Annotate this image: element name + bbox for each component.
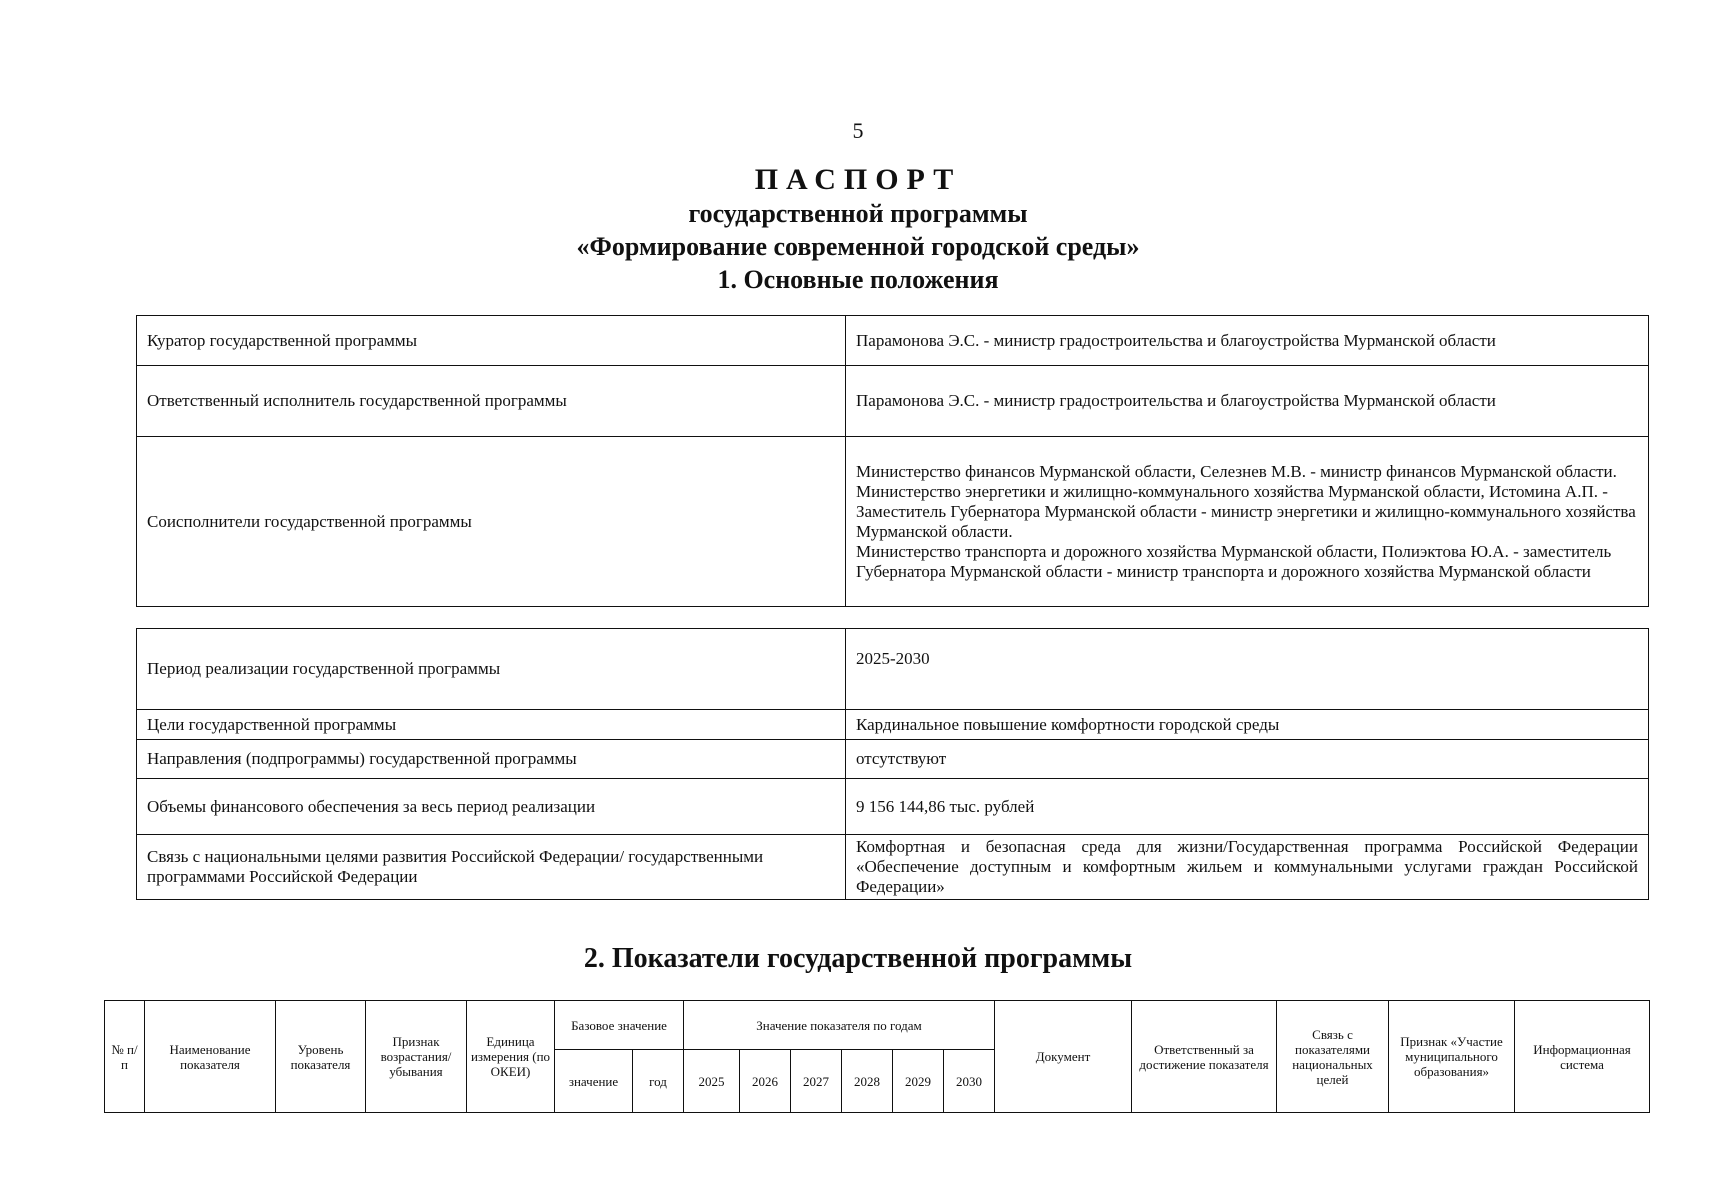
col-municipal: Признак «Участие муниципального образования» [1389,1001,1515,1113]
title-program-type: государственной программы [688,199,1028,228]
col-name: Наименование показателя [145,1001,276,1113]
program-details-table [136,628,1649,900]
col-national-link: Связь с показателями национальных целей [1277,1001,1389,1113]
row-label: Куратор государственной программы [137,316,846,366]
title-passport: ПАСПОРТ [754,163,962,196]
row-value: Парамонова Э.С. - министр градостроительства и благоустройства Мурманской области [846,316,1649,366]
basic-provisions-table [136,315,1649,607]
row-value [846,437,1649,607]
col-year: 2026 [740,1050,791,1113]
col-document: Документ [995,1001,1132,1113]
col-year: 2028 [842,1050,893,1113]
table-row [137,437,1649,607]
col-base-value: значение [555,1050,633,1113]
co-executor-paragraph: Министерство финансов Мурманской области, Селезнев М.В. - министр финансов Мурманской области. [856,461,1617,481]
table-row [137,629,1649,710]
col-base-year: год [633,1050,684,1113]
indicators-table [104,1000,1650,1113]
row-label: Связь с национальными целями развития Российской Федерации/ государственными программами Российской Федерации [137,835,846,900]
row-value: 2025-2030 [846,629,1649,710]
table-row [137,779,1649,835]
document-title [0,163,1716,296]
row-label: Направления (подпрограммы) государственной программы [137,740,846,779]
row-value: Комфортная и безопасная среда для жизни/Государственная программа Российской Федерации «Обеспечение доступным и комфортным жильем и коммунальными услугами граждан Российской Федерации» [846,835,1649,900]
co-executor-paragraph: Министерство транспорта и дорожного хозяйства Мурманской области, Полиэктова Ю.А. - заместитель Губернатора Мурманской области - министр транспорта и дорожного хозяйства Мурманской области [856,541,1612,581]
col-year: 2025 [684,1050,740,1113]
col-sign: Признак возрастания/ убывания [366,1001,467,1113]
row-label: Период реализации государственной программы [137,629,846,710]
row-label: Ответственный исполнитель государственной программы [137,366,846,437]
row-value: Кардинальное повышение комфортности городской среды [846,710,1649,740]
row-label: Цели государственной программы [137,710,846,740]
row-label: Соисполнители государственной программы [137,437,846,607]
row-value: Парамонова Э.С. - министр градостроительства и благоустройства Мурманской области [846,366,1649,437]
section-1-heading: 1. Основные положения [717,265,999,294]
col-number: № п/п [105,1001,145,1113]
col-info-system: Информационная система [1515,1001,1650,1113]
col-year: 2030 [944,1050,995,1113]
table-row [137,835,1649,900]
header-row [105,1001,1650,1050]
col-unit: Единица измерения (по ОКЕИ) [467,1001,555,1113]
row-value: отсутствуют [846,740,1649,779]
col-base-group: Базовое значение [555,1001,684,1050]
col-responsible: Ответственный за достижение показателя [1132,1001,1277,1113]
co-executor-paragraph: Министерство энергетики и жилищно-коммунального хозяйства Мурманской области, Истомина А.П. - Заместитель Губернатора Мурманской области - министр энергетики и жилищно-коммунального хозяйства Мурманской области. [856,481,1636,541]
table-row [137,710,1649,740]
row-value: 9 156 144,86 тыс. рублей [846,779,1649,835]
section-2-heading: 2. Показатели государственной программы [583,943,1133,974]
row-label: Объемы финансового обеспечения за весь период реализации [137,779,846,835]
col-year: 2029 [893,1050,944,1113]
page-number: 5 [852,118,864,143]
col-year: 2027 [791,1050,842,1113]
table-row [137,740,1649,779]
title-program-name: «Формирование современной городской среды» [576,232,1140,261]
table-row [137,316,1649,366]
table-row [137,366,1649,437]
col-years-group: Значение показателя по годам [684,1001,995,1050]
col-level: Уровень показателя [276,1001,366,1113]
